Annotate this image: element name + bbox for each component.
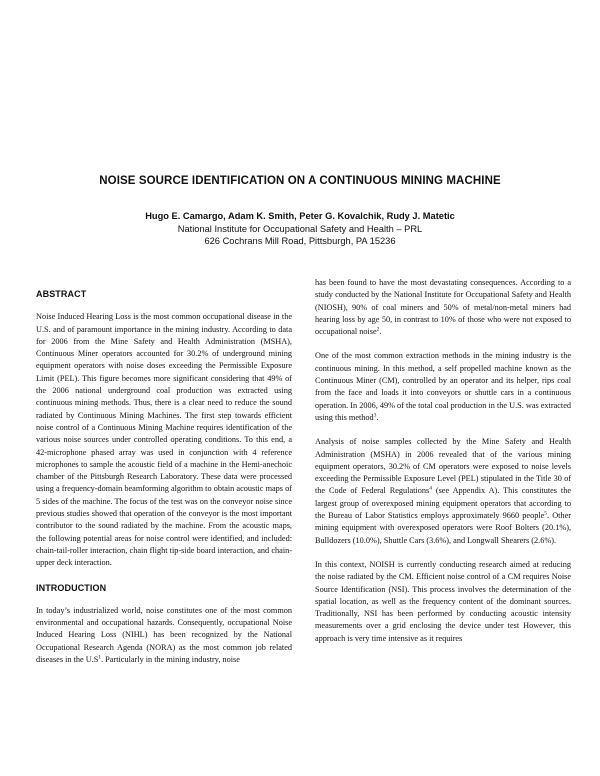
p3-citation-2: 5 — [544, 510, 548, 517]
paragraph-continuous-mining — [315, 350, 571, 424]
intro-citation: 1 — [98, 654, 102, 661]
p3-text-3: . Other mining equipment with overexposed operators were Roof Bolters (20.1%), Bulldozers (10.0%), Shuttle Cars (3.6%), and Longwall Shearers (2.6%). — [315, 511, 571, 545]
abstract-heading: ABSTRACT — [36, 289, 87, 299]
p2-text: One of the most common extraction methods in the mining industry is the continuous mining. In this method, a self propelled machine known as the Continuous Miner (CM), controlled by an operator and its helper, rips coal from the face and loads it into conveyors or shuttle cars in a continuous operation. In 2006, 49% of the total coal production in the U.S. was extracted using this method — [315, 351, 571, 422]
p1-text: has been found to have the most devastating consequences. According to a study conducted by the National Institute for Occupational Safety and Health (NIOSH), 90% of coal miners and 50% of metal/non-metal miners had hearing loss by age 50, in contrast to 10% of those who were not exposed to occupational noise — [315, 278, 571, 337]
paper-title: NOISE SOURCE IDENTIFICATION ON A CONTINUOUS MINING MACHINE — [99, 175, 501, 187]
paragraph-nsi: In this context, NOISH is currently conducting research aimed at reducing the noise radiated by the CM. Efficient noise control of a CM requires Noise Source Identification (NSI). This process involves the determination of the spatial location, as well as the frequency content of the dominant sources. Traditionally, NSI has been performed by conducting acoustic intensity measurements over a grid enclosing the device under test However, this approach is very time intensive as it requires — [315, 559, 571, 643]
p3-text-2: (see Appendix A). This constitutes the largest group of overexposed mining equipment operators that according to the Bureau of Labor Statistics employs approximately 9660 people — [315, 486, 571, 521]
left-column — [36, 288, 292, 678]
author-block — [0, 210, 600, 248]
author-names: Hugo E. Camargo, Adam K. Smith, Peter G. Kovalchik, Rudy J. Matetic — [145, 211, 455, 221]
p1-end: . — [379, 327, 382, 337]
p1-citation: 2 — [376, 326, 380, 333]
p2-end: . — [376, 412, 379, 422]
right-column — [315, 277, 571, 657]
introduction-heading: INTRODUCTION — [36, 582, 107, 593]
author-affiliation: National Institute for Occupational Safety and Health – PRL — [177, 223, 423, 234]
paragraph-msha-analysis — [315, 436, 571, 547]
abstract-text: Noise Induced Hearing Loss is the most common occupational disease in the U.S. and of paramount importance in the mining industry. According to data for 2006 from the Mine Safety and Health Administration (MSHA), Continuous Miner operators accounted for 30.2% of underground mining equipment operators with noise doses exceeding the Permissible Exposure Limit (PEL). This figure becomes more significant considering that 49% of the 2006 national underground coal production was extracted using continuous mining methods. Thus, there is a clear need to reduce the sound radiated by Continuous Mining Machines. The first step towards efficient noise control of a Continuous Mining Machine requires identification of the various noise sources under controlled operating conditions. To this end, a 42-microphone phased array was used in conjunction with 4 reference microphones to sample the acoustic field of a machine in the Hemi-anechoic chamber of the Pittsburgh Research Laboratory. These data were processed using a frequency-domain beamforming algorithm to obtain acoustic maps of 5 sides of the machine. The focus of the test was on the conveyor noise since previous studies showed that operation of the conveyor is the most important contributor to the sound radiated by the machine. From the acoustic maps, the following potential areas for noise control were identified, and included: chain-tail-roller interaction, chain flight tip-side board interaction, and chain-upper deck interaction. — [36, 312, 292, 568]
p3-text: Analysis of noise samples collected by the Mine Safety and Health Administration (MSHA) in 2006 revealed that of the various mining equipment operators, 30.2% of CM operators were exposed to noise levels exceeding the Permissible Exposure Level (PEL) stipulated in the Title 30 of the Code of Federal Regulations — [315, 437, 571, 496]
paragraph-hearing-loss — [315, 277, 571, 338]
author-address: 626 Cochrans Mill Road, Pittsburgh, PA 15236 — [204, 236, 396, 246]
intro-text: In today’s industrialized world, noise constitutes one of the most common environmental and occupational hazards. Consequently, occupational Noise Induced Hearing Loss (NIHL) has been recognized by the National Occupational Research Agenda (NORA) as the most common job related diseases in the U.S — [36, 605, 292, 665]
intro-text-continued: . Particularly in the mining industry, noise — [101, 655, 240, 665]
p3-citation-1: 4 — [429, 485, 432, 492]
introduction-paragraph — [36, 605, 292, 666]
p2-citation: 3 — [373, 412, 377, 419]
